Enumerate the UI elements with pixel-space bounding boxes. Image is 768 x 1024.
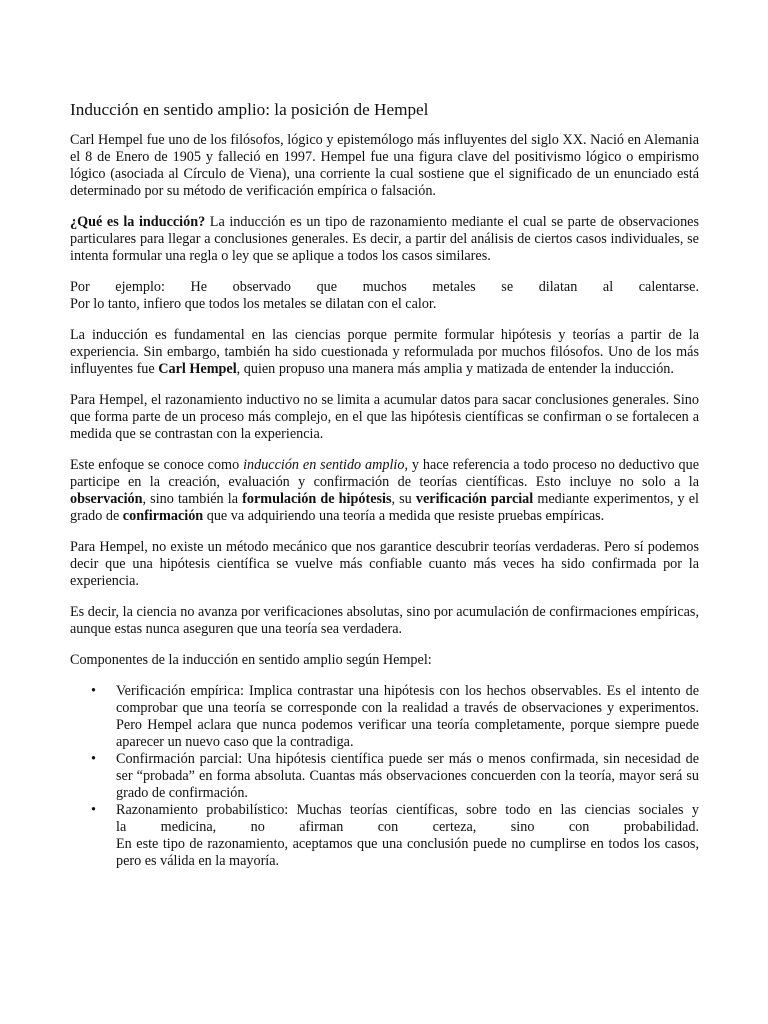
paragraph-hempel-bio: Carl Hempel fue uno de los filósofos, lógico y epistemólogo más influyentes del siglo XX. Nació en Alemania el 8 de Enero de 1905 y falleció en 1997. Hempel fue una figura clave del positivismo lógico o empirismo lógico (asociada al Círculo de Viena), una corriente la cual sostiene que el significado de un enunciado está determinado por su método de verificación empírica o falsación. [70,132,699,199]
components-list [70,683,699,870]
paragraph-text: La inducción es fundamental en las ciencias porque permite formular hipótesis y teorías a partir de la experiencia. Sin embargo, también ha sido cuestionada y reformulada por muchos filósofos. Uno de los más influyentes fue [70,327,699,377]
paragraph-inductive-reasoning: Para Hempel, el razonamiento inductivo no se limita a acumular datos para sacar conclusiones generales. Sino que forma parte de un proceso más complejo, en el que las hipótesis científicas se confirman o se fortalecen a medida que se contrastan con la experiencia. [70,392,699,442]
term-confirmation: confirmación [122,508,204,524]
paragraph-what-is-induction [70,214,699,265]
document-title: Inducción en sentido amplio: la posición de Hempel [70,100,429,119]
hempel-name: Carl Hempel [158,361,237,377]
term-partial-verification: verificación parcial [415,491,534,507]
term-observation: observación [70,491,143,507]
example-line-1: Por ejemplo: He observado que muchos metales se dilatan al calentarse. [70,279,699,295]
bullet-icon: • [91,751,96,767]
list-item [70,683,699,751]
paragraph-text: Este enfoque se conoce como [70,457,244,473]
paragraph-example [70,279,699,313]
paragraph-science-progress: Es decir, la ciencia no avanza por verificaciones absolutas, sino por acumulación de confirmaciones empíricas, aunque estas nunca aseguren que una teoría sea verdadera. [70,604,699,637]
list-item-line: la medicina, no afirman con certeza, sino con probabilidad. [116,819,699,835]
paragraph-text: mediante experimentos, y el grado de [70,491,700,524]
paragraph-no-mechanical-method: Para Hempel, no existe un método mecánico que nos garantice descubrir teorías verdaderas. Pero sí podemos decir que una hipótesis científica se vuelve más confiable cuanto más veces ha sido confirmada por la experiencia. [70,539,699,589]
bullet-icon: • [91,802,96,818]
list-item-text: Verificación empírica: Implica contrastar una hipótesis con los hechos observables. Es el intento de comprobar que una teoría se corresponde con la realidad a través de observaciones y experimentos. Pero Hempel aclara que nunca podemos verificar una teoría completamente, porque siempre puede aparecer un nuevo caso que la contradiga. [116,683,699,750]
term-hypothesis: formulación de hipótesis [242,491,392,507]
list-item-text: En este tipo de razonamiento, aceptamos que una conclusión puede no cumplirse en todos los casos, pero es válida en la mayoría. [116,836,699,869]
paragraph-text: que va adquiriendo una teoría a medida que resiste pruebas empíricas. [203,508,605,524]
document-page [70,100,699,870]
paragraph-text: , quien propuso una manera más amplia y matizada de entender la inducción. [236,361,674,377]
list-item [70,802,699,870]
paragraph-components-intro: Componentes de la inducción en sentido amplio según Hempel: [70,652,432,668]
bullet-icon: • [91,683,96,699]
term-broad-induction: inducción en sentido amplio [243,457,405,473]
list-item-text: Confirmación parcial: Una hipótesis científica puede ser más o menos confirmada, sin necesidad de ser “probada” en forma absoluta. Cuantas más observaciones concuerden con la teoría, mayor será su grado de confirmación. [116,751,699,801]
list-item-line: Razonamiento probabilístico: Muchas teorías científicas, sobre todo en las ciencias sociales y [116,802,699,818]
paragraph-text: La inducción es un tipo de razonamiento mediante el cual se parte de observaciones particulares para llegar a conclusiones generales. Es decir, a partir del análisis de ciertos casos individuales, se intenta formular una regla o ley que se aplique a todos los casos similares. [70,214,699,264]
question-heading: ¿Qué es la inducción? [70,214,206,230]
paragraph-text: , y hace referencia a todo proceso no deductivo que participe en la creación, evaluación y confirmación de teorías científicas. Esto incluye no solo a la [70,457,699,490]
example-line-2: Por lo tanto, infiero que todos los metales se dilatan con el calor. [70,296,437,312]
paragraph-broad-induction [70,457,699,525]
paragraph-text: , sino también la [142,491,243,507]
list-item [70,751,699,802]
paragraph-induction-in-science [70,327,699,378]
paragraph-text: , su [391,491,416,507]
